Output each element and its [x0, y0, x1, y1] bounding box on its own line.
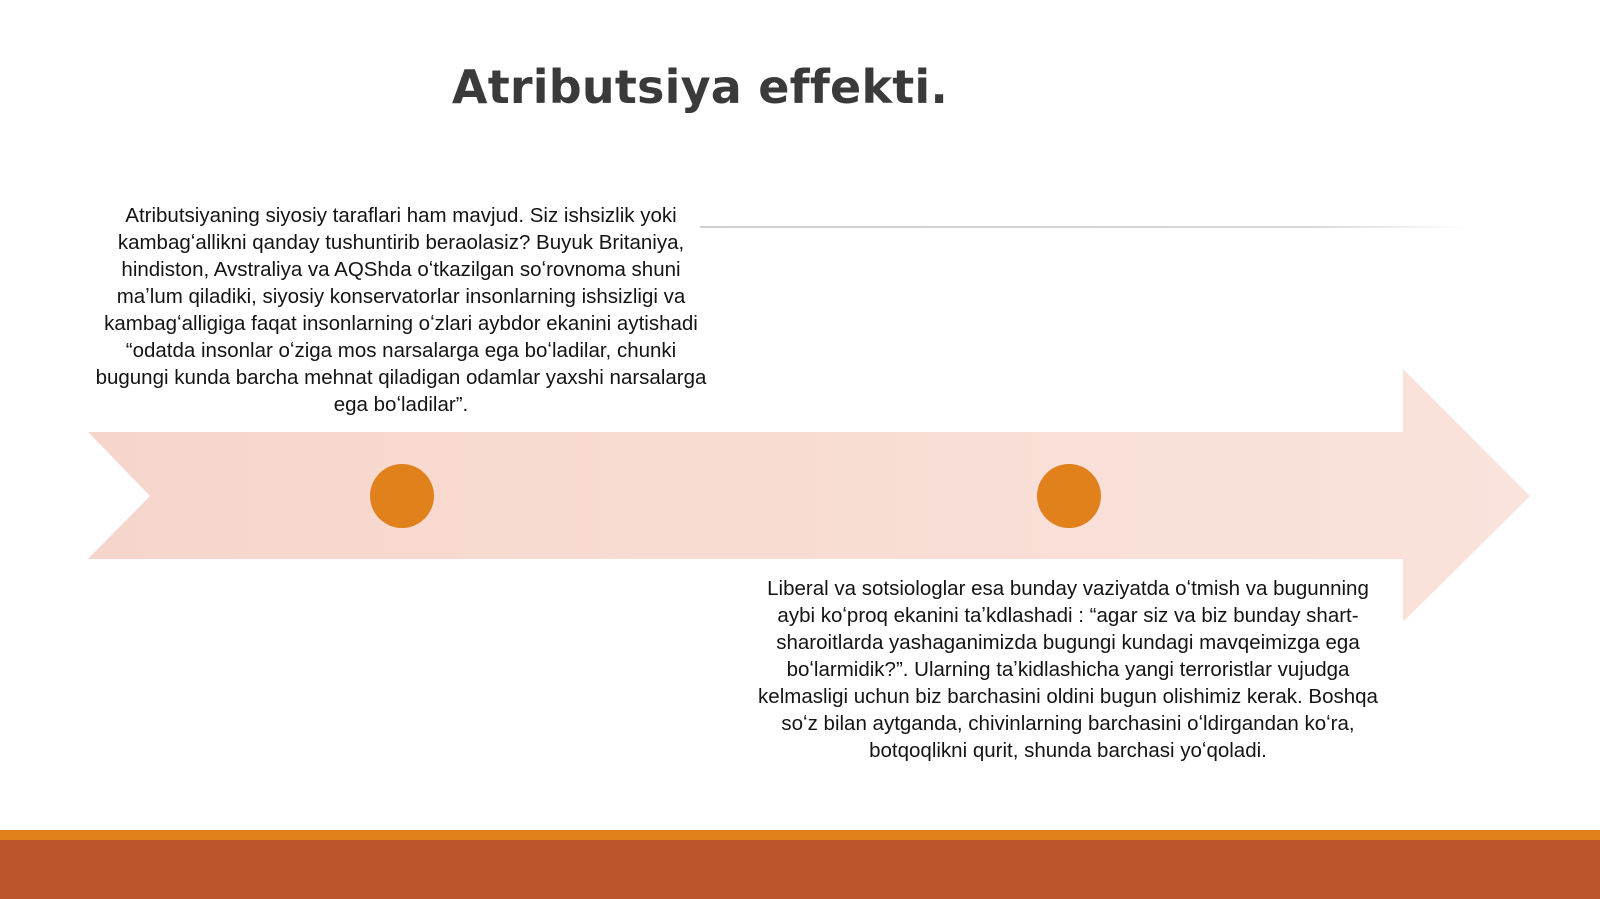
- footer-bar: [0, 840, 1600, 899]
- timeline-dot-1: [370, 464, 434, 528]
- timeline-dot-2: [1037, 464, 1101, 528]
- event-text-2: Liberal va sotsiologlar esa bunday vaziyatda oʻtmish va bugunning aybi koʻproq ekanini taʼkdlashadi : “agar siz va biz bunday shart-sharoitlarda yashaganimizda bugungi kundagi mavqeimizga ega boʻlarmidik?”. Ularning taʼkidlashicha yangi terroristlar vujudga kelmasligi uchun biz barchasini oldini bugun olishimiz kerak. Boshqa soʻz bilan aytganda, chivinlarning barchasini oʻldirgandan koʻra, botqoqlikni qurit, shunda barchasi yoʻqoladi.: [758, 577, 1378, 762]
- footer-accent-bar: [0, 830, 1600, 840]
- event-text-1: Atributsiyaning siyosiy taraflari ham mavjud. Siz ishsizlik yoki kambagʻallikni qanday tushuntirib beraolasiz? Buyuk Britaniya, hindiston, Avstraliya va AQShda oʻtkazilgan soʻrovnoma shuni maʼlum qiladiki, siyosiy konservatorlar insonlarning ishsizligi va kambagʻalligiga faqat insonlarning oʻzlari aybdor ekanini aytishadi “odatda insonlar oʻziga mos narsalarga ega boʻladilar, chunki bugungi kunda barcha mehnat qiladigan odamlar yaxshi narsalarga ega boʻladilar”.: [95, 204, 707, 416]
- slide-title: Atributsiya effekti.: [451, 60, 949, 114]
